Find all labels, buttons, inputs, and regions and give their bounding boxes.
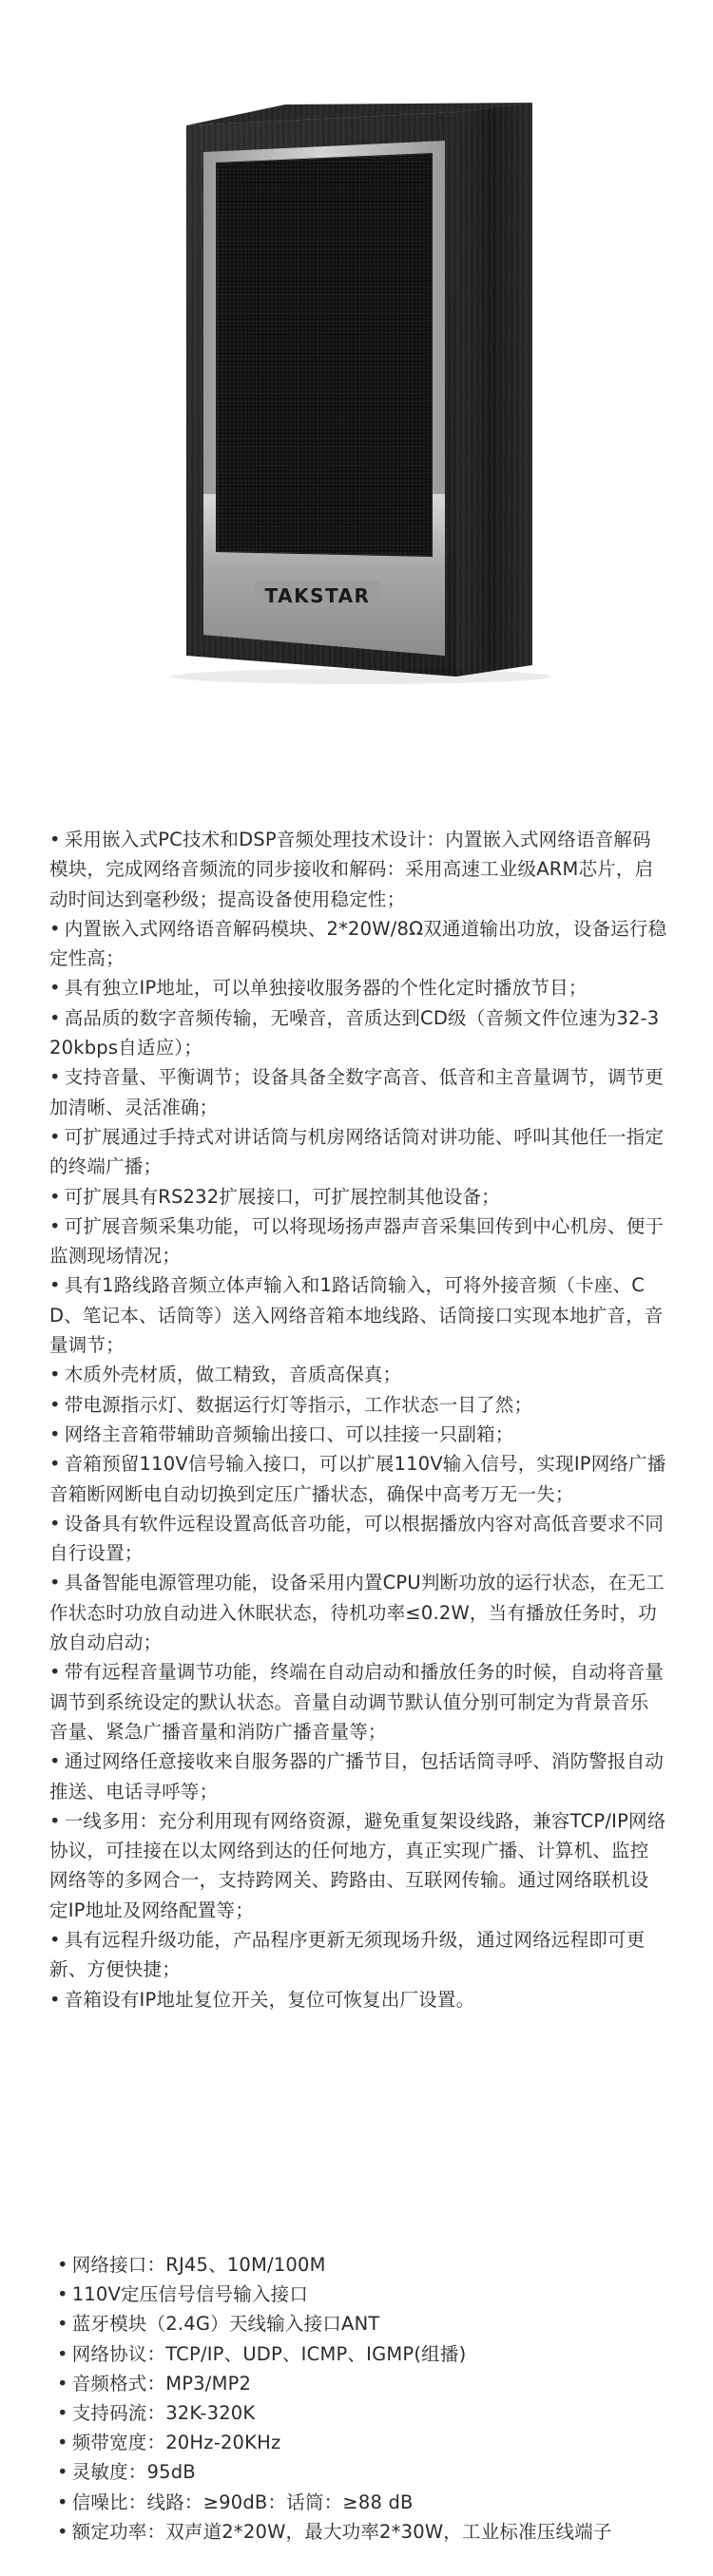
bullet: • bbox=[49, 1006, 61, 1029]
feature-list bbox=[49, 825, 667, 2014]
feature-item: • 设备具有软件远程设置高低音功能，可以根据播放内容对高低音要求不同自行设置； bbox=[49, 1512, 665, 1565]
bullet: • bbox=[49, 1364, 61, 1386]
spec-item: • 网络协议：TCP/IP、UDP、ICMP、IGMP(组播) bbox=[57, 2342, 467, 2365]
feature-item: • 带电源指示灯、数据运行灯等指示，工作状态一目了然； bbox=[49, 1393, 533, 1416]
feature-item: • 通过网络任意接收来自服务器的广播节目，包括话筒寻呼、消防警报自动推送、电话寻呼等； bbox=[49, 1750, 665, 1803]
bullet: • bbox=[49, 1750, 61, 1773]
feature-item: • 采用嵌入式PC技术和DSP音频处理技术设计：内置嵌入式网络语音解码模块，完成网络音频流的同步接收和解码：采用高速工业级ARM芯片，启动时间达到毫秒级；提高设备使用稳定性； bbox=[49, 829, 654, 910]
bullet: • bbox=[49, 1661, 61, 1684]
bullet: • bbox=[57, 2342, 68, 2365]
bullet: • bbox=[49, 917, 61, 940]
feature-item: • 高品质的数字音频传输，无噪音，音质达到CD级（音频文件位速为32-320kbps自适应）； bbox=[49, 1006, 660, 1059]
product-image bbox=[0, 0, 713, 760]
bullet: • bbox=[49, 1393, 61, 1416]
bullet: • bbox=[57, 2254, 68, 2276]
bullet: • bbox=[49, 1453, 61, 1476]
bullet: • bbox=[49, 829, 61, 850]
bullet: • bbox=[57, 2283, 68, 2306]
bullet: • bbox=[57, 2432, 68, 2454]
feature-item: • 可扩展具有RS232扩展接口，可扩展控制其他设备； bbox=[49, 1185, 500, 1208]
feature-item: • 具有1路线路音频立体声输入和1路话筒输入，可将外接音频（卡座、CD、笔记本、话筒等）送入网络音箱本地线路、话筒接口实现本地扩音，音量调节； bbox=[49, 1274, 664, 1357]
bullet: • bbox=[49, 1422, 61, 1445]
feature-item: • 一线多用：充分利用现有网络资源，避免重复架设线路，兼容TCP/IP网络协议，可挂接在以太网络到达的任何地方，真正实现广播、计算机、监控网络等的多网合一，支持跨网关、跨路由、互联网传输。通过网络联机设定IP地址及网络配置等； bbox=[49, 1809, 666, 1921]
spec-item: • 信噪比：线路：≥90dB：话筒：≥88 dB bbox=[57, 2490, 414, 2513]
spec-item: • 灵敏度：95dB bbox=[57, 2461, 196, 2484]
feature-item: • 音箱预留110V信号输入接口，可以扩展110V输入信号，实现IP网络广播音箱断网断电自动切换到定压广播状态，确保中高考万无一失； bbox=[49, 1453, 666, 1505]
bullet: • bbox=[57, 2520, 68, 2543]
spec-item: • 额定功率：双声道2*20W，最大功率2*30W，工业标准压线端子 bbox=[57, 2520, 612, 2543]
bullet: • bbox=[57, 2402, 68, 2425]
feature-item: • 具有远程升级功能，产品程序更新无须现场升级，通过网络远程即可更新、方便快捷； bbox=[49, 1928, 646, 1981]
spec-item: • 蓝牙模块（2.4G）天线输入接口ANT bbox=[57, 2313, 380, 2336]
feature-item: • 音箱设有IP地址复位开关，复位可恢复出厂设置。 bbox=[49, 1988, 475, 2011]
spec-item: • 音频格式：MP3/MP2 bbox=[57, 2372, 252, 2395]
spec-item: • 110V定压信号信号输入接口 bbox=[57, 2283, 309, 2306]
bullet: • bbox=[49, 977, 61, 1000]
feature-item: • 支持音量、平衡调节；设备具备全数字高音、低音和主音量调节，调节更加清晰、灵活准确； bbox=[49, 1066, 665, 1118]
bullet: • bbox=[49, 1572, 61, 1594]
bullet: • bbox=[49, 1928, 61, 1951]
spec-item: • 频带宽度：20Hz-20KHz bbox=[57, 2432, 281, 2454]
feature-item: • 带有远程音量调节功能，终端在自动启动和播放任务的时候，自动将音量调节到系统设定的默认状态。音量自动调节默认值分别可制定为背景音乐音量、紧急广播音量和消防广播音量等； bbox=[49, 1661, 665, 1743]
speaker-illustration bbox=[0, 0, 713, 760]
feature-item: • 内置嵌入式网络语音解码模块、2*20W/8Ω双通道输出功放，设备运行稳定性高； bbox=[49, 917, 667, 970]
feature-item: • 具备智能电源管理功能，设备采用内置CPU判断功放的运行状态，在无工作状态时功放自动进入休眠状态，待机功率≤0.2W，当有播放任务时，功放自动启动； bbox=[49, 1572, 665, 1654]
bullet: • bbox=[49, 1214, 61, 1237]
bullet: • bbox=[57, 2313, 68, 2336]
bullet: • bbox=[49, 1274, 61, 1297]
feature-item: • 可扩展通过手持式对讲话筒与机房网络话筒对讲功能、呼叫其他任一指定的终端广播； bbox=[49, 1125, 665, 1178]
feature-item: • 具有独立IP地址，可以单独接收服务器的个性化定时播放节目； bbox=[49, 977, 588, 1000]
spec-item: • 网络接口：RJ45、10M/100M bbox=[57, 2254, 326, 2276]
bullet: • bbox=[49, 1066, 61, 1089]
feature-item: • 可扩展音频采集功能，可以将现场扬声器声音采集回传到中心机房、便于监测现场情况； bbox=[49, 1214, 665, 1268]
bullet: • bbox=[49, 1988, 61, 2011]
bullet: • bbox=[49, 1125, 61, 1148]
bullet: • bbox=[57, 2461, 68, 2484]
feature-item: • 网络主音箱带辅助音频输出接口、可以挂接一只副箱； bbox=[49, 1422, 514, 1445]
spec-list bbox=[57, 2250, 675, 2547]
feature-item: • 木质外壳材质，做工精致，音质高保真； bbox=[49, 1364, 402, 1386]
bullet: • bbox=[49, 1809, 61, 1832]
bullet: • bbox=[49, 1185, 61, 1208]
brand-logo: TAKSTAR bbox=[264, 584, 371, 607]
bullet: • bbox=[57, 2490, 68, 2513]
spec-item: • 支持码流：32K-320K bbox=[57, 2402, 256, 2425]
bullet: • bbox=[57, 2372, 68, 2395]
bullet: • bbox=[49, 1512, 61, 1535]
